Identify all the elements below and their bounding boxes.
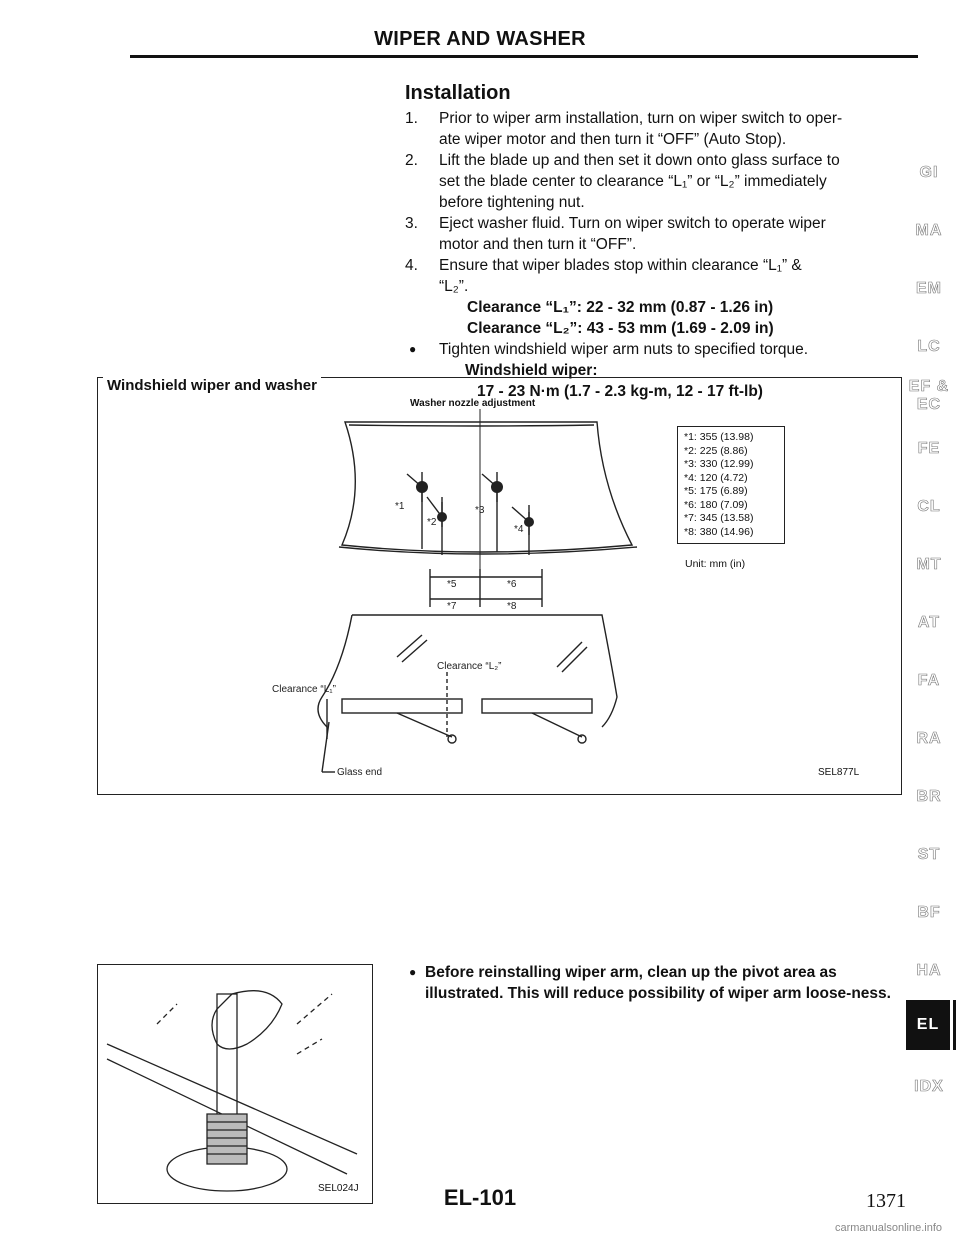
label-m7: *7 — [447, 601, 457, 612]
tab-cl[interactable]: CL — [917, 498, 941, 515]
tab-br[interactable]: BR — [916, 788, 942, 805]
step-line: 2. Lift the blade up and then set it down onto glass surface to — [405, 152, 840, 169]
table-row: *4: 120 (4.72) — [684, 471, 748, 484]
tab-bf[interactable]: BF — [917, 904, 941, 921]
table-row: *5: 175 (6.89) — [684, 485, 748, 497]
label-m3: *3 — [475, 505, 485, 516]
page-code: EL-101 — [443, 1185, 517, 1210]
tab-idx[interactable]: IDX — [914, 1078, 944, 1095]
tab-mt[interactable]: MT — [916, 556, 942, 573]
tab-ha[interactable]: HA — [916, 962, 942, 979]
installation-steps — [405, 108, 905, 402]
section-title: Installation — [405, 82, 511, 104]
pivot-cleaning-illustration — [97, 964, 373, 1204]
label-clearance-l2: Clearance “L₂” — [437, 661, 502, 672]
step-line: 3. Eject washer fluid. Turn on wiper switch to operate wiper — [405, 215, 826, 232]
table-row: *6: 180 (7.09) — [684, 498, 748, 511]
table-row: *1: 355 (13.98) — [684, 431, 754, 443]
table-row: *2: 225 (8.86) — [684, 444, 748, 457]
table-row: *3: 330 (12.99) — [684, 458, 754, 470]
nozzle-adjustment-title: Washer nozzle adjustment — [410, 398, 536, 409]
label-m4: *4 — [514, 524, 524, 535]
watermark-url: carmanualsonline.info — [834, 1222, 942, 1234]
step-line: motor and then turn it “OFF”. — [439, 236, 637, 253]
figure-code: SEL024J — [318, 1183, 359, 1194]
tab-ma[interactable]: MA — [915, 222, 943, 239]
torque-label: Windshield wiper: — [465, 362, 598, 379]
label-m2: *2 — [427, 517, 437, 528]
tab-el[interactable]: EL — [906, 1000, 950, 1050]
step-line: “L₂”. — [439, 278, 469, 295]
label-m5: *5 — [447, 579, 457, 590]
step-line: before tightening nut. — [439, 194, 585, 211]
table-row: *7: 345 (13.58) — [684, 512, 754, 524]
tab-em[interactable]: EM — [916, 280, 942, 297]
windshield-outline — [342, 422, 632, 552]
step-line: ate wiper motor and then turn it “OFF” (Auto Stop). — [439, 131, 787, 148]
tab-fe[interactable]: FE — [917, 440, 941, 457]
clearance-l1-spec: Clearance “L₁”: 22 - 32 mm (0.87 - 1.26 in) — [467, 299, 774, 316]
tab-st[interactable]: ST — [917, 846, 941, 863]
torque-bullet: ● Tighten windshield wiper arm nuts to specified torque. — [409, 341, 809, 358]
unit-label: Unit: mm (in) — [685, 558, 746, 570]
nozzle-dimension-table — [677, 426, 785, 544]
label-glass-end: Glass end — [337, 767, 383, 778]
bullet-icon: ● — [409, 342, 417, 356]
header-rule — [130, 55, 918, 58]
figure-code: SEL877L — [818, 767, 860, 778]
tab-lc[interactable]: LC — [917, 338, 941, 355]
page-number: 1371 — [866, 1190, 906, 1212]
clearance-l2-spec: Clearance “L₂”: 43 - 53 mm (1.69 - 2.09 in) — [467, 320, 774, 337]
pivot-cleaning-note: ● Before reinstalling wiper arm, clean up the pivot area as illustrated. This will reduce possibility of wiper arm loose-ness. — [409, 964, 891, 1002]
tab-ef-ec[interactable]: EF & EC — [908, 378, 950, 413]
torque-value: 17 - 23 N·m (1.7 - 2.3 kg-m, 12 - 17 ft-lb) — [477, 383, 763, 400]
label-m6: *6 — [507, 579, 517, 590]
tab-at[interactable]: AT — [917, 614, 941, 631]
tab-gi[interactable]: GI — [919, 164, 939, 181]
tab-ra[interactable]: RA — [916, 730, 942, 747]
label-clearance-l1: Clearance “L₁” — [272, 684, 336, 695]
label-m8: *8 — [507, 601, 517, 612]
label-m1: *1 — [395, 501, 405, 512]
figure-title: Windshield wiper and washer — [103, 377, 321, 394]
tab-fa[interactable]: FA — [917, 672, 941, 689]
step-line: 1. Prior to wiper arm installation, turn on wiper switch to oper- — [405, 110, 843, 127]
table-row: *8: 380 (14.96) — [684, 525, 754, 538]
page-header-title: WIPER AND WASHER — [374, 28, 586, 50]
step-line: 4. Ensure that wiper blades stop within clearance “L₁” & — [405, 257, 802, 274]
step-line: set the blade center to clearance “L₁” or “L₂” immediately — [439, 173, 827, 190]
bullet-icon: ● — [409, 965, 417, 979]
